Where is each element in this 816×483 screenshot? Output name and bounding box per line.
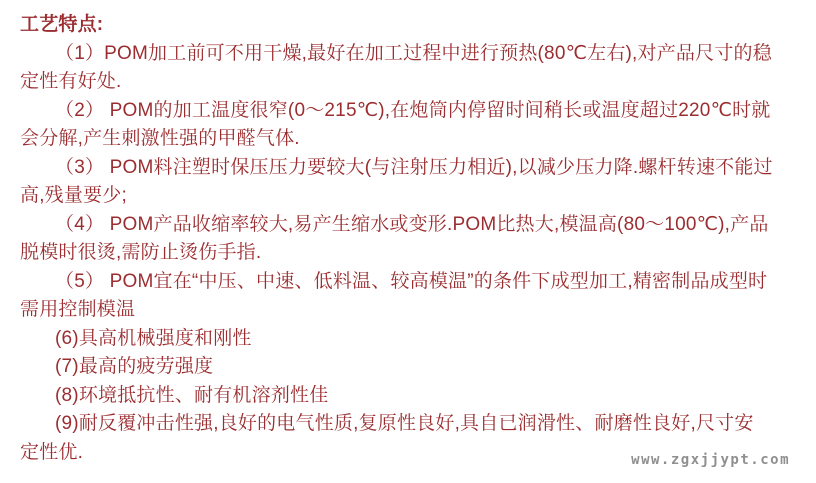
text-line: 定性有好处. bbox=[20, 71, 122, 92]
text-line: 需用控制模温 bbox=[20, 299, 136, 320]
watermark: www.zgxjjypt.com bbox=[631, 452, 790, 468]
text-line: （5） POM宜在“中压、中速、低料温、较高模温”的条件下成型加工,精密制品成型时 bbox=[55, 270, 768, 292]
text-line: 高,残量要少; bbox=[20, 185, 127, 206]
text-line: (8)环境抵抗性、耐有机溶剂性佳 bbox=[55, 384, 329, 406]
text-line: （4） POM产品收缩率较大,易产生缩水或变形.POM比热大,模温高(80～100℃),产品 bbox=[55, 213, 769, 235]
text-line: (6)具高机械强度和刚性 bbox=[55, 327, 252, 349]
text-lines bbox=[20, 40, 798, 468]
text-line: （1）POM加工前可不用干燥,最好在加工过程中进行预热(80℃左右),对产品尺寸的稳 bbox=[55, 42, 772, 64]
text-line: (7)最高的疲劳强度 bbox=[55, 356, 214, 377]
text-line: （3） POM料注塑时保压压力要较大(与注射压力相近),以减少压力降.螺杆转速不能过 bbox=[55, 156, 773, 178]
text-line: （2） POM的加工温度很窄(0～215℃),在炮筒内停留时间稍长或温度超过220℃时就 bbox=[55, 99, 771, 121]
page-title: 工艺特点: bbox=[20, 14, 104, 35]
text-line: (9)耐反覆冲击性强,良好的电气性质,复原性良好,具自已润滑性、耐磨性良好,尺寸安 bbox=[55, 413, 754, 434]
text-line: 脱模时很烫,需防止烫伤手指. bbox=[20, 242, 262, 263]
text-line: 会分解,产生刺激性强的甲醛气体. bbox=[20, 128, 300, 149]
text-line: 定性优. bbox=[20, 441, 84, 463]
